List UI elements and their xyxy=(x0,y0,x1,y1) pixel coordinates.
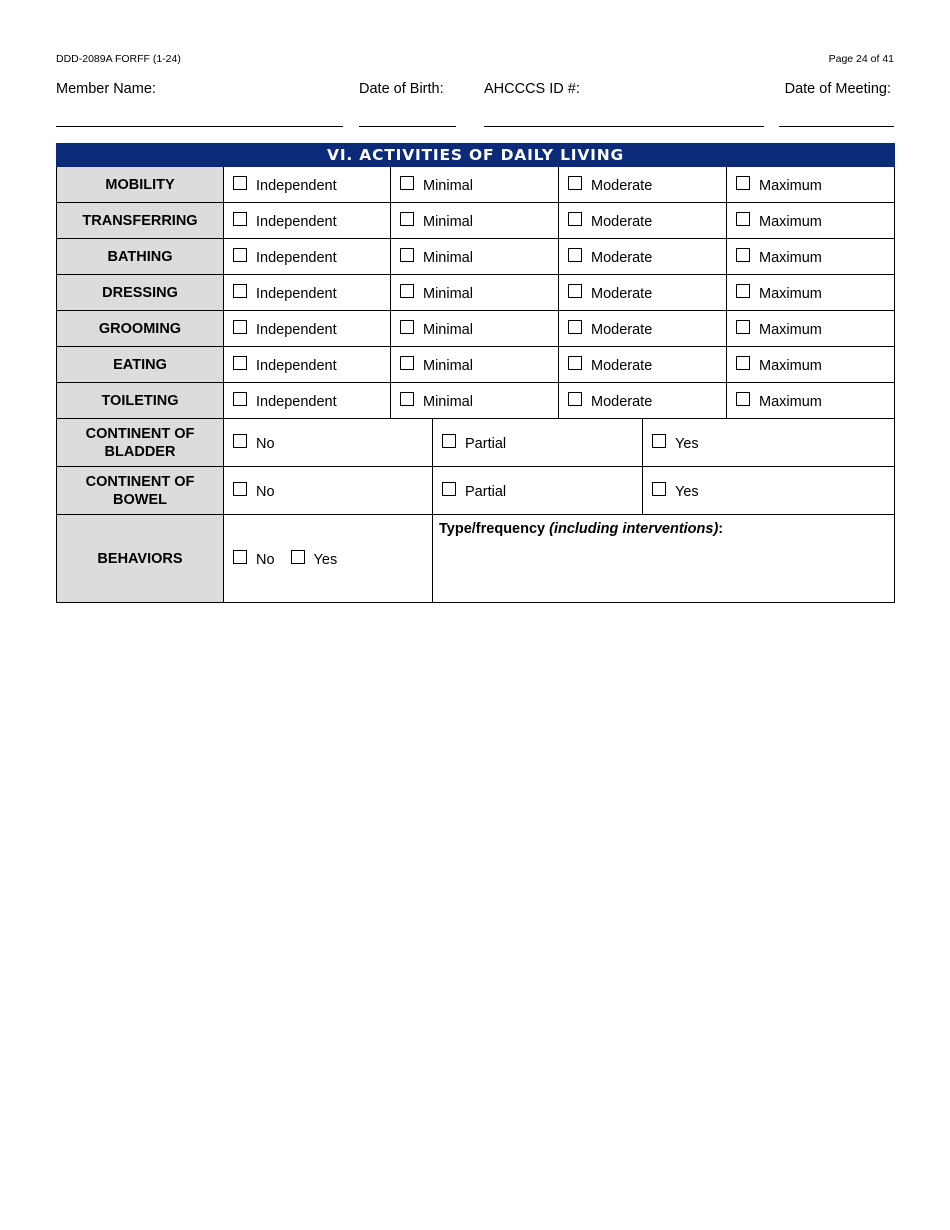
row-label-line: BOWEL xyxy=(113,491,167,508)
independent-option[interactable] xyxy=(224,311,391,347)
independent-checkbox[interactable] xyxy=(233,176,247,190)
behaviors-no-checkbox[interactable] xyxy=(233,550,247,564)
moderate-checkbox[interactable] xyxy=(568,212,582,226)
minimal-checkbox[interactable] xyxy=(400,284,414,298)
maximum-option[interactable] xyxy=(727,383,895,419)
behaviors-yes-label: Yes xyxy=(313,551,338,568)
partial-checkbox[interactable] xyxy=(442,434,456,448)
row-label-line: BLADDER xyxy=(104,443,176,460)
moderate-checkbox[interactable] xyxy=(568,284,582,298)
partial-option[interactable] xyxy=(433,419,643,467)
row-label: DRESSING xyxy=(57,275,224,311)
adl-row-bathing xyxy=(57,239,895,275)
minimal-checkbox[interactable] xyxy=(400,212,414,226)
maximum-option-label: Maximum xyxy=(759,357,822,374)
moderate-option[interactable] xyxy=(559,203,727,239)
moderate-option-label: Moderate xyxy=(591,321,653,338)
member-name-field[interactable] xyxy=(56,126,343,127)
independent-option[interactable] xyxy=(224,203,391,239)
minimal-option-label: Minimal xyxy=(423,285,473,302)
detail-label-text: Type/frequency xyxy=(439,521,550,537)
maximum-option-label: Maximum xyxy=(759,177,822,194)
partial-option-label: Partial xyxy=(465,483,507,500)
maximum-checkbox[interactable] xyxy=(736,356,750,370)
row-label xyxy=(57,419,224,467)
moderate-checkbox[interactable] xyxy=(568,248,582,262)
row-label: BATHING xyxy=(57,239,224,275)
adl-row-eating xyxy=(57,347,895,383)
minimal-checkbox[interactable] xyxy=(400,176,414,190)
moderate-option[interactable] xyxy=(559,275,727,311)
moderate-checkbox[interactable] xyxy=(568,392,582,406)
yes-checkbox[interactable] xyxy=(652,434,666,448)
row-label: MOBILITY xyxy=(57,167,224,203)
minimal-option[interactable] xyxy=(391,383,559,419)
independent-option-label: Independent xyxy=(256,393,337,410)
moderate-option[interactable] xyxy=(559,167,727,203)
minimal-option[interactable] xyxy=(391,203,559,239)
moderate-checkbox[interactable] xyxy=(568,356,582,370)
independent-checkbox[interactable] xyxy=(233,284,247,298)
independent-checkbox[interactable] xyxy=(233,392,247,406)
independent-option[interactable] xyxy=(224,239,391,275)
behaviors-yes-checkbox[interactable] xyxy=(291,550,305,564)
independent-checkbox[interactable] xyxy=(233,356,247,370)
maximum-option-label: Maximum xyxy=(759,393,822,410)
minimal-checkbox[interactable] xyxy=(400,356,414,370)
date-of-birth-field[interactable] xyxy=(359,126,456,127)
date-of-meeting-field[interactable] xyxy=(779,126,894,127)
date-of-birth-label: Date of Birth: xyxy=(359,81,444,97)
minimal-checkbox[interactable] xyxy=(400,248,414,262)
moderate-option-label: Moderate xyxy=(591,393,653,410)
maximum-option[interactable] xyxy=(727,239,895,275)
moderate-checkbox[interactable] xyxy=(568,320,582,334)
yes-checkbox[interactable] xyxy=(652,482,666,496)
no-option-label: No xyxy=(256,483,275,500)
independent-option-label: Independent xyxy=(256,357,337,374)
continent-of-bladder-row xyxy=(57,419,895,467)
row-label: BEHAVIORS xyxy=(57,515,224,603)
adl-row-dressing xyxy=(57,275,895,311)
behaviors-no-label: No xyxy=(256,551,275,568)
adl-row-grooming xyxy=(57,311,895,347)
adl-row-transferring xyxy=(57,203,895,239)
independent-option[interactable] xyxy=(224,167,391,203)
independent-option[interactable] xyxy=(224,347,391,383)
minimal-option-label: Minimal xyxy=(423,357,473,374)
independent-option-label: Independent xyxy=(256,285,337,302)
independent-option-label: Independent xyxy=(256,213,337,230)
minimal-option-label: Minimal xyxy=(423,321,473,338)
row-label: EATING xyxy=(57,347,224,383)
detail-label-colon: : xyxy=(718,521,724,537)
maximum-option[interactable] xyxy=(727,167,895,203)
row-label: GROOMING xyxy=(57,311,224,347)
continent-of-bowel-row xyxy=(57,467,895,515)
minimal-option-label: Minimal xyxy=(423,393,473,410)
minimal-checkbox[interactable] xyxy=(400,392,414,406)
independent-option[interactable] xyxy=(224,275,391,311)
maximum-option[interactable] xyxy=(727,275,895,311)
yes-option-label: Yes xyxy=(675,483,699,500)
maximum-checkbox[interactable] xyxy=(736,176,750,190)
maximum-option[interactable] xyxy=(727,203,895,239)
form-id: DDD-2089A FORFF (1-24) xyxy=(56,53,181,65)
maximum-option-label: Maximum xyxy=(759,285,822,302)
maximum-option-label: Maximum xyxy=(759,249,822,266)
maximum-option-label: Maximum xyxy=(759,321,822,338)
yes-option-label: Yes xyxy=(675,435,699,452)
no-option-label: No xyxy=(256,435,275,452)
no-checkbox[interactable] xyxy=(233,482,247,496)
behaviors-detail-field[interactable] xyxy=(433,515,895,603)
yes-option[interactable] xyxy=(643,419,895,467)
maximum-option[interactable] xyxy=(727,311,895,347)
moderate-option-label: Moderate xyxy=(591,249,653,266)
partial-option-label: Partial xyxy=(465,435,507,452)
maximum-checkbox[interactable] xyxy=(736,248,750,262)
minimal-checkbox[interactable] xyxy=(400,320,414,334)
row-label: TRANSFERRING xyxy=(57,203,224,239)
minimal-option[interactable] xyxy=(391,275,559,311)
independent-checkbox[interactable] xyxy=(233,320,247,334)
moderate-option-label: Moderate xyxy=(591,357,653,374)
maximum-checkbox[interactable] xyxy=(736,320,750,334)
section-title: VI. ACTIVITIES OF DAILY LIVING xyxy=(57,144,895,167)
detail-label-italic: (including interventions) xyxy=(549,521,719,537)
behaviors-options xyxy=(224,515,433,603)
moderate-option[interactable] xyxy=(559,383,727,419)
no-option[interactable] xyxy=(224,467,433,515)
ahcccs-id-label: AHCCCS ID #: xyxy=(484,81,580,97)
maximum-option-label: Maximum xyxy=(759,213,822,230)
independent-checkbox[interactable] xyxy=(233,248,247,262)
maximum-checkbox[interactable] xyxy=(736,392,750,406)
maximum-option[interactable] xyxy=(727,347,895,383)
moderate-option[interactable] xyxy=(559,347,727,383)
moderate-option[interactable] xyxy=(559,239,727,275)
minimal-option[interactable] xyxy=(391,239,559,275)
independent-checkbox[interactable] xyxy=(233,212,247,226)
partial-option[interactable] xyxy=(433,467,643,515)
member-name-label: Member Name: xyxy=(56,81,156,97)
row-label xyxy=(57,467,224,515)
row-label: TOILETING xyxy=(57,383,224,419)
moderate-option-label: Moderate xyxy=(591,177,653,194)
adl-table xyxy=(56,143,895,603)
moderate-option[interactable] xyxy=(559,311,727,347)
page-number: Page 24 of 41 xyxy=(828,53,894,65)
maximum-checkbox[interactable] xyxy=(736,284,750,298)
minimal-option-label: Minimal xyxy=(423,249,473,266)
minimal-option[interactable] xyxy=(391,167,559,203)
maximum-checkbox[interactable] xyxy=(736,212,750,226)
yes-option[interactable] xyxy=(643,467,895,515)
behaviors-detail-label xyxy=(439,521,723,537)
row-label-line: CONTINENT OF xyxy=(85,473,195,490)
behaviors-row xyxy=(57,515,895,603)
minimal-option[interactable] xyxy=(391,347,559,383)
minimal-option[interactable] xyxy=(391,311,559,347)
no-option[interactable] xyxy=(224,419,433,467)
independent-option-label: Independent xyxy=(256,177,337,194)
row-label-line: CONTINENT OF xyxy=(85,425,195,442)
partial-checkbox[interactable] xyxy=(442,482,456,496)
minimal-option-label: Minimal xyxy=(423,177,473,194)
date-of-meeting-label: Date of Meeting: xyxy=(784,81,891,97)
adl-row-mobility xyxy=(57,167,895,203)
ahcccs-id-field[interactable] xyxy=(484,126,764,127)
independent-option[interactable] xyxy=(224,383,391,419)
moderate-option-label: Moderate xyxy=(591,285,653,302)
independent-option-label: Independent xyxy=(256,321,337,338)
moderate-checkbox[interactable] xyxy=(568,176,582,190)
no-checkbox[interactable] xyxy=(233,434,247,448)
minimal-option-label: Minimal xyxy=(423,213,473,230)
moderate-option-label: Moderate xyxy=(591,213,653,230)
independent-option-label: Independent xyxy=(256,249,337,266)
adl-row-toileting xyxy=(57,383,895,419)
